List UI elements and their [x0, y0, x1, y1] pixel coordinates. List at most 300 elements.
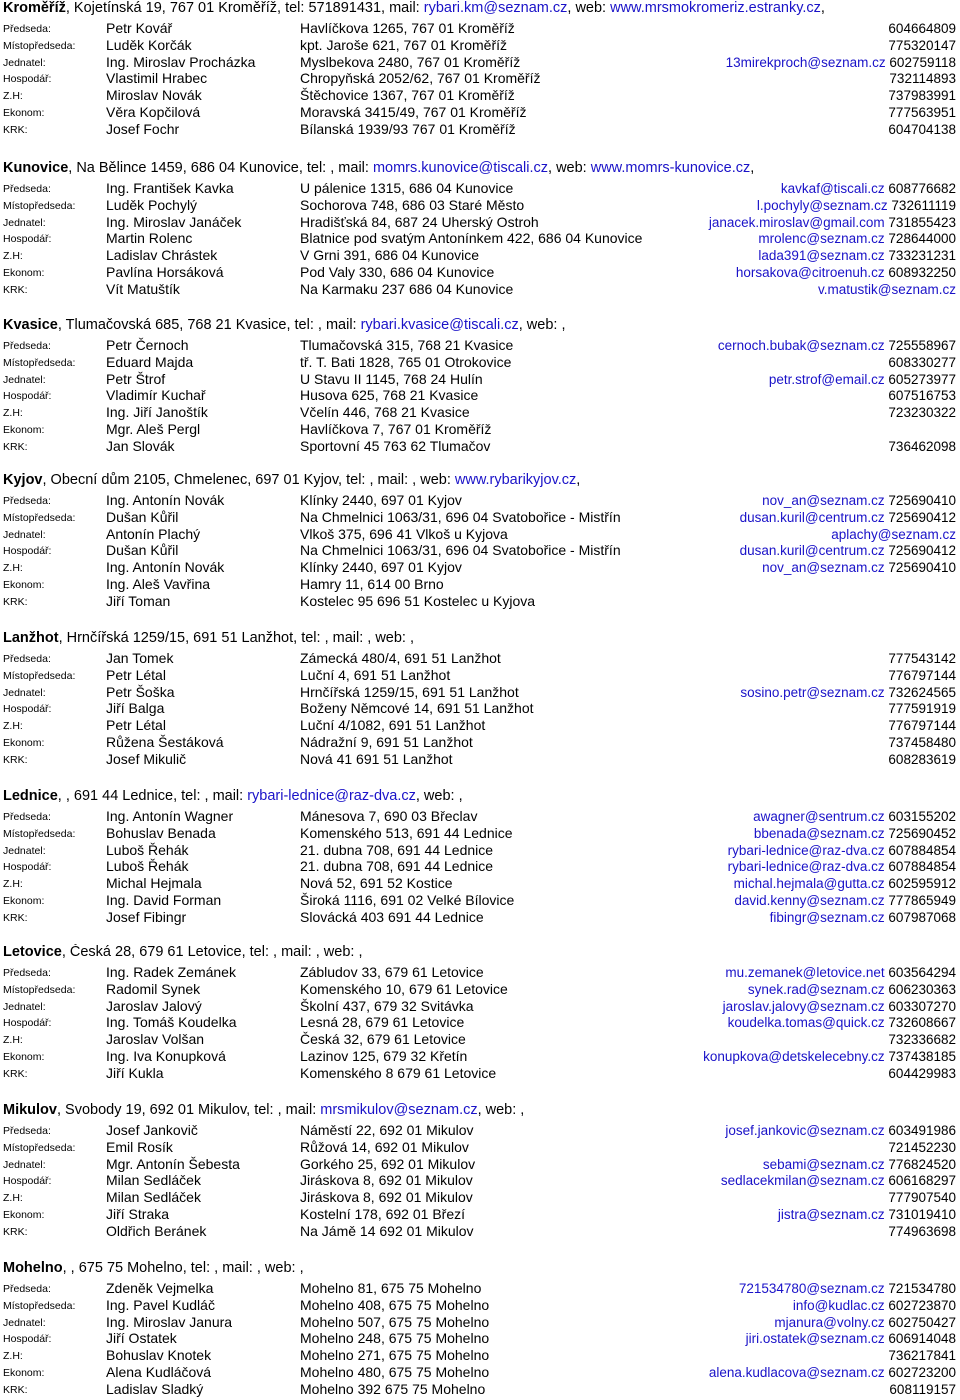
member-role: KRK: — [3, 123, 28, 136]
member-name: Petr Kovář — [106, 20, 173, 36]
member-contact — [734, 892, 956, 909]
member-email-link[interactable]: koudelka.tomas@quick.cz — [727, 1015, 885, 1031]
member-email-link[interactable]: 721534780@seznam.cz — [738, 1281, 885, 1296]
member-role: Ekonom: — [3, 579, 45, 591]
member-row — [0, 981, 960, 998]
member-email-link[interactable]: nov_an@seznam.cz — [762, 493, 885, 508]
member-name: Luboš Řehák — [106, 858, 189, 875]
member-contact — [762, 492, 956, 509]
member-role: Místopředseda: — [3, 827, 76, 840]
member-address: Na Jámě 14 692 01 Mikulov — [300, 1222, 474, 1239]
member-name: Ing. Antonín Novák — [106, 492, 225, 508]
member-phone: 736217841 — [888, 1348, 956, 1364]
member-role: Z.H: — [3, 1350, 23, 1363]
member-address: Mohelno 81, 675 75 Mohelno — [300, 1280, 482, 1296]
member-address: Myslbekova 2480, 767 01 Kroměříž — [300, 53, 521, 70]
member-contact — [888, 650, 956, 667]
member-role: Místopředseda: — [3, 199, 76, 212]
member-address: Bílanská 1939/93 767 01 Kroměříž — [300, 120, 516, 137]
club-web-link[interactable]: www.momrs-kunovice.cz — [590, 160, 751, 176]
member-name: Ing. David Forman — [106, 892, 222, 908]
member-name: Vít Matuštík — [106, 280, 180, 297]
member-name: Petr Šoška — [106, 683, 175, 700]
member-address: Slovácká 403 691 44 Lednice — [300, 908, 484, 925]
member-phone: 733231231 — [888, 248, 956, 264]
member-role: Ekonom: — [3, 1051, 45, 1063]
member-phone: 725690412 — [888, 543, 956, 559]
member-phone: 721534780 — [888, 1281, 956, 1296]
member-phone: 603307270 — [888, 998, 956, 1014]
member-row — [0, 197, 960, 214]
member-phone: 777543142 — [888, 651, 956, 666]
member-name: Jiří Toman — [106, 592, 171, 609]
club-address: , Obecní dům 2105, Chmelenec, 697 01 Kyjov, tel: , mail: , web: — [42, 472, 455, 488]
member-email-link[interactable]: awagner@sentrum.cz — [753, 809, 885, 824]
member-role: Jednatel: — [3, 56, 46, 69]
club-mail-link[interactable]: rybari.kvasice@tiscali.cz — [360, 317, 519, 333]
club-name: Mohelno — [3, 1260, 63, 1276]
club-address: , Česká 28, 679 61 Letovice, tel: , mail: , web: , — [61, 944, 363, 960]
member-phone: 776797144 — [888, 667, 956, 683]
member-role: Jednatel: — [3, 1158, 46, 1171]
member-name: Josef Mikulič — [106, 750, 187, 767]
member-row — [0, 438, 960, 455]
member-role: Místopředseda: — [3, 356, 76, 369]
member-contact — [888, 1139, 956, 1156]
member-role: Z.H: — [3, 90, 23, 103]
member-role: Hospodář: — [3, 1333, 52, 1346]
member-name: Alena Kudláčová — [106, 1364, 212, 1380]
member-name: Jiří Straka — [106, 1206, 170, 1222]
member-phone: 777907540 — [888, 1190, 956, 1206]
club-address: , , 691 44 Lednice, tel: , mail: — [57, 788, 248, 804]
member-role: Předseda: — [3, 1125, 51, 1137]
member-address: U pálenice 1315, 686 04 Kunovice — [300, 180, 514, 196]
member-phone: 731855423 — [888, 214, 956, 230]
member-contact — [703, 1048, 956, 1065]
member-email-link[interactable]: sebami@seznam.cz — [762, 1156, 885, 1172]
member-role: KRK: — [3, 440, 28, 453]
member-contact — [753, 808, 956, 825]
member-email-link[interactable]: aplachy@seznam.cz — [831, 526, 956, 542]
section-header — [3, 630, 958, 646]
member-row — [0, 825, 960, 842]
member-role: KRK: — [3, 1383, 28, 1396]
member-row — [0, 1048, 960, 1065]
member-row — [0, 371, 960, 388]
member-contact — [888, 1347, 956, 1364]
member-phone: 776797144 — [888, 718, 956, 734]
member-contact — [888, 667, 956, 684]
member-address: Klínky 2440, 697 01 Kyjov — [300, 492, 462, 508]
member-email-link[interactable]: rybari-lednice@raz-dva.cz — [727, 859, 885, 875]
member-address: Jiráskova 8, 692 01 Mikulov — [300, 1172, 473, 1189]
member-email-link[interactable]: nov_an@seznam.cz — [762, 560, 885, 576]
club-web-label: , web: , — [415, 788, 463, 804]
club-web-link[interactable]: www.rybarikyjov.cz — [454, 472, 577, 488]
member-role: Předseda: — [3, 967, 51, 979]
member-role: KRK: — [3, 1225, 28, 1238]
member-role: Ekonom: — [3, 1367, 45, 1379]
member-name: Josef Jankovič — [106, 1122, 198, 1138]
member-row — [0, 1139, 960, 1156]
member-contact — [709, 1364, 956, 1381]
member-row — [0, 1206, 960, 1223]
member-name: Ing. Aleš Vavřina — [106, 576, 211, 592]
member-role: Jednatel: — [3, 1316, 46, 1329]
member-role: KRK: — [3, 1067, 28, 1080]
member-email-link[interactable]: lada391@seznam.cz — [758, 248, 885, 264]
member-email-link[interactable]: 13mirekproch@seznam.cz — [725, 54, 886, 70]
member-role: Místopředseda: — [3, 39, 76, 52]
member-name: Antonín Plachý — [106, 525, 201, 542]
club-mail-link[interactable]: mrsmikulov@seznam.cz — [320, 1102, 478, 1118]
member-role: Místopředseda: — [3, 1141, 76, 1154]
member-email-link[interactable]: mrolenc@seznam.cz — [758, 231, 885, 247]
club-header-tail: , — [750, 160, 755, 176]
member-role: Hospodář: — [3, 861, 52, 874]
member-row — [0, 751, 960, 768]
member-email-link[interactable]: dusan.kuril@centrum.cz — [739, 509, 885, 525]
member-phone: 776824520 — [888, 1156, 956, 1172]
member-address: 21. dubna 708, 691 44 Lednice — [300, 841, 494, 858]
member-role: Předseda: — [3, 183, 51, 195]
member-address: Jiráskova 8, 692 01 Mikulov — [300, 1189, 473, 1206]
member-email-link[interactable]: l.pochyly@seznam.cz — [756, 197, 888, 213]
member-phone: 725690410 — [888, 560, 956, 576]
section-header — [3, 0, 958, 16]
member-phone: 736462098 — [888, 438, 956, 454]
member-name: Pavlína Horsáková — [106, 264, 224, 280]
member-row — [0, 54, 960, 71]
member-row — [0, 214, 960, 231]
member-name: Dušan Kůřil — [106, 508, 179, 525]
member-name: Luděk Pochylý — [106, 196, 198, 213]
member-contact — [709, 214, 956, 231]
member-role: Předseda: — [3, 340, 51, 352]
member-phone: 725690410 — [888, 493, 956, 508]
club-web-link[interactable]: www.mrsmokromeriz.estranky.cz — [610, 0, 821, 16]
member-name: Dušan Kůřil — [106, 542, 179, 559]
club-mail-link[interactable]: rybari-lednice@raz-dva.cz — [247, 788, 416, 804]
member-phone: 603155202 — [888, 809, 956, 824]
member-contact — [888, 1065, 956, 1082]
member-email-link[interactable]: horsakova@citroenuh.cz — [735, 265, 885, 280]
member-email-link[interactable]: sedlacekmilan@seznam.cz — [720, 1173, 885, 1189]
member-address: Široká 1116, 691 02 Velké Bílovice — [300, 892, 515, 908]
member-contact — [746, 1330, 956, 1347]
member-address: Včelín 446, 768 21 Kvasice — [300, 404, 470, 421]
member-role: Hospodář: — [3, 545, 52, 558]
member-name: Josef Fibingr — [106, 908, 187, 925]
member-address: Nová 52, 691 52 Kostice — [300, 875, 453, 892]
member-contact — [758, 230, 956, 247]
member-email-link[interactable]: jiri.ostatek@seznam.cz — [745, 1331, 885, 1347]
member-name: Jiří Balga — [106, 700, 165, 717]
member-email-link[interactable]: dusan.kuril@centrum.cz — [739, 543, 885, 559]
member-email-link[interactable]: josef.jankovic@seznam.cz — [725, 1123, 885, 1138]
member-phone: 608119157 — [889, 1381, 956, 1397]
member-email-link[interactable]: jaroslav.jalovy@seznam.cz — [722, 998, 885, 1014]
member-email-link[interactable]: alena.kudlacova@seznam.cz — [708, 1365, 885, 1380]
member-contact — [888, 1031, 956, 1048]
member-address: Sportovní 45 763 62 Tlumačov — [300, 437, 491, 454]
member-address: Hradišťská 84, 687 24 Uherský Ostroh — [300, 213, 539, 230]
club-name: Mikulov — [3, 1102, 57, 1118]
member-email-link[interactable]: konupkova@detskelecebny.cz — [703, 1049, 885, 1064]
member-email-link[interactable]: synek.rad@seznam.cz — [747, 981, 885, 997]
member-contact — [725, 1122, 956, 1139]
member-role: Z.H: — [3, 1192, 23, 1205]
member-row — [0, 717, 960, 734]
member-role: Předseda: — [3, 811, 51, 823]
member-address: Gorkého 25, 692 01 Mikulov — [300, 1155, 476, 1172]
member-address: U Stavu II 1145, 768 24 Hulín — [300, 370, 483, 387]
member-address: Nádražní 9, 691 51 Lanžhot — [300, 734, 473, 750]
member-phone: 602595912 — [888, 876, 956, 892]
member-row — [0, 281, 960, 298]
member-name: Martin Rolenc — [106, 230, 193, 247]
member-contact — [758, 247, 956, 264]
member-role: Místopředseda: — [3, 511, 76, 524]
member-contact — [754, 825, 956, 842]
member-role: Jednatel: — [3, 1000, 46, 1013]
member-role: Místopředseda: — [3, 983, 76, 996]
member-contact — [721, 1172, 956, 1189]
member-address: Hamry 11, 614 00 Brno — [300, 576, 444, 592]
member-role: Hospodář: — [3, 233, 52, 246]
member-name: Luboš Řehák — [106, 841, 189, 858]
member-contact — [723, 998, 956, 1015]
member-address: Mohelno 507, 675 75 Mohelno — [300, 1313, 490, 1330]
member-row — [0, 667, 960, 684]
member-address: Lazinov 125, 679 32 Křetín — [300, 1048, 468, 1064]
member-email-link[interactable]: petr.strof@email.cz — [768, 371, 885, 387]
member-role: Předseda: — [3, 23, 51, 35]
member-name: Michal Hejmala — [106, 875, 202, 892]
member-contact — [889, 70, 956, 87]
member-phone: 732336682 — [888, 1032, 956, 1048]
member-phone: 602723200 — [888, 1365, 956, 1380]
member-phone: 777865949 — [888, 893, 956, 908]
member-address: Zámecká 480/4, 691 51 Lanžhot — [300, 650, 501, 666]
club-address: , Kojetínská 19, 767 01 Kroměříž, tel: 571891431, mail: — [65, 0, 424, 16]
club-header-tail: , — [576, 472, 581, 488]
member-role: Hospodář: — [3, 73, 52, 86]
member-email-link[interactable]: fibingr@seznam.cz — [769, 909, 885, 925]
member-email-link[interactable]: david.kenny@seznam.cz — [734, 893, 885, 908]
club-name: Kunovice — [3, 160, 69, 176]
member-contact — [763, 1156, 956, 1173]
member-row — [0, 684, 960, 701]
member-row — [0, 37, 960, 54]
member-phone: 721452230 — [888, 1139, 956, 1155]
member-email-link[interactable]: bbenada@seznam.cz — [753, 825, 885, 841]
member-address: Pod Valy 330, 686 04 Kunovice — [300, 264, 495, 280]
member-role: KRK: — [3, 283, 28, 296]
member-row — [0, 1156, 960, 1173]
club-address: , Tlumačovská 685, 768 21 Kvasice, tel: , mail: — [57, 317, 361, 333]
member-contact — [888, 751, 956, 768]
member-contact — [888, 387, 956, 404]
member-name: Zdeněk Vejmelka — [106, 1280, 214, 1296]
member-email-link[interactable]: cernoch.bubak@seznam.cz — [717, 338, 885, 353]
member-email-link[interactable]: mu.zemanek@letovice.net — [725, 965, 885, 980]
member-name: Ing. Jiří Janoštík — [106, 404, 208, 421]
member-address: Chropyňská 2052/62, 767 01 Kroměříž — [300, 70, 541, 87]
member-row — [0, 1347, 960, 1364]
member-row — [0, 1223, 960, 1240]
member-address: Lesná 28, 679 61 Letovice — [300, 1014, 465, 1031]
member-contact — [888, 1223, 956, 1240]
member-email-link[interactable]: jistra@seznam.cz — [777, 1207, 885, 1222]
member-address: Boženy Němcové 14, 691 51 Lanžhot — [300, 700, 534, 717]
club-name: Lednice — [3, 788, 58, 804]
section-header — [3, 788, 958, 804]
club-name: Letovice — [3, 944, 62, 960]
section-header — [3, 472, 958, 488]
member-address: Nová 41 691 51 Lanžhot — [300, 750, 453, 767]
member-name: Ing. Miroslav Janáček — [106, 213, 242, 230]
member-address: V Grni 391, 686 04 Kunovice — [300, 247, 480, 264]
member-contact — [888, 87, 956, 104]
member-role: Ekonom: — [3, 267, 45, 279]
section-header — [3, 1260, 958, 1276]
club-name: Kyjov — [3, 472, 43, 488]
member-address: 21. dubna 708, 691 44 Lednice — [300, 858, 494, 875]
member-role: Ekonom: — [3, 1209, 45, 1221]
member-email-link[interactable]: kavkaf@tiscali.cz — [780, 181, 885, 196]
member-address: Komenského 8 679 61 Letovice — [300, 1064, 497, 1081]
member-role: Předseda: — [3, 495, 51, 507]
member-address: Tlumačovská 315, 768 21 Kvasice — [300, 337, 514, 353]
member-address: Blatnice pod svatým Antonínkem 422, 686 04 Kunovice — [300, 230, 643, 247]
member-row — [0, 492, 960, 509]
member-email-link[interactable]: rybari-lednice@raz-dva.cz — [727, 842, 885, 858]
section-header — [3, 160, 958, 176]
member-email-link[interactable]: info@kudlac.cz — [792, 1297, 885, 1313]
member-name: Jaroslav Volšan — [106, 1031, 205, 1048]
member-row — [0, 842, 960, 859]
member-row — [0, 593, 960, 610]
member-address: Kostelec 95 696 51 Kostelec u Kyjova — [300, 592, 536, 609]
club-header-tail: , — [820, 0, 825, 16]
member-role: Z.H: — [3, 562, 23, 575]
member-role: Hospodář: — [3, 1017, 52, 1030]
member-role: Jednatel: — [3, 686, 46, 699]
member-contact — [888, 37, 956, 54]
member-phone: 606168297 — [888, 1173, 956, 1189]
member-contact — [831, 526, 956, 543]
member-row — [0, 964, 960, 981]
member-address: Na Karmaku 237 686 04 Kunovice — [300, 280, 514, 297]
member-address: Mánesova 7, 690 03 Břeclav — [300, 808, 478, 824]
member-role: Hospodář: — [3, 703, 52, 716]
member-row — [0, 1280, 960, 1297]
member-address: Hrnčířská 1259/15, 691 51 Lanžhot — [300, 683, 519, 700]
member-name: Jiří Kukla — [106, 1064, 164, 1081]
section-header — [3, 1102, 958, 1118]
member-phone: 605273977 — [888, 371, 956, 387]
member-phone: 607516753 — [888, 388, 956, 404]
member-phone: 732114893 — [889, 71, 956, 87]
member-name: Bohuslav Benada — [106, 824, 216, 841]
member-phone: 777563951 — [888, 105, 956, 120]
member-row — [0, 1314, 960, 1331]
member-contact — [728, 858, 956, 875]
member-row — [0, 1031, 960, 1048]
member-name: Josef Fochr — [106, 120, 180, 137]
member-contact — [734, 875, 956, 892]
member-contact — [728, 842, 956, 859]
member-contact — [888, 700, 956, 717]
member-address: Na Chmelnici 1063/31, 696 04 Svatobořice - Mistřín — [300, 542, 621, 559]
member-address: tř. T. Bati 1828, 765 01 Otrokovice — [300, 353, 512, 370]
member-row — [0, 180, 960, 197]
member-row — [0, 121, 960, 138]
club-mail-link[interactable]: rybari.km@seznam.cz — [423, 0, 568, 16]
member-phone: 607884854 — [888, 859, 956, 875]
member-address: Náměstí 22, 692 01 Mikulov — [300, 1122, 474, 1138]
member-phone: 602759118 — [889, 54, 956, 70]
member-row — [0, 576, 960, 593]
member-email-link[interactable]: v.matustik@seznam.cz — [818, 281, 956, 297]
member-contact — [725, 964, 956, 981]
member-email-link[interactable]: michal.hejmala@gutta.cz — [733, 876, 885, 892]
member-name: Petr Létal — [106, 666, 166, 683]
member-name: Ing. Antonín Wagner — [106, 808, 234, 824]
member-name: Eduard Majda — [106, 353, 194, 370]
member-phone: 777591919 — [888, 701, 956, 717]
member-name: Ing. Tomáš Koudelka — [106, 1014, 237, 1031]
club-mail-link[interactable]: momrs.kunovice@tiscali.cz — [372, 160, 549, 176]
member-role: Jednatel: — [3, 844, 46, 857]
member-phone: 606914048 — [888, 1331, 956, 1347]
member-contact — [739, 1280, 956, 1297]
member-contact — [888, 354, 956, 371]
member-contact — [770, 909, 956, 926]
member-row — [0, 1364, 960, 1381]
member-contact — [726, 54, 956, 71]
member-name: Radomil Synek — [106, 980, 201, 997]
member-contact — [818, 281, 956, 298]
member-role: Místopředseda: — [3, 669, 76, 682]
member-address: Husova 625, 768 21 Kvasice — [300, 387, 479, 404]
member-row — [0, 1330, 960, 1347]
member-email-link[interactable]: mjanura@volny.cz — [774, 1314, 885, 1330]
member-phone: 723230322 — [888, 405, 956, 421]
member-email-link[interactable]: janacek.miroslav@gmail.com — [708, 214, 885, 230]
member-role: Z.H: — [3, 407, 23, 420]
member-row — [0, 264, 960, 281]
member-role: Jednatel: — [3, 373, 46, 386]
member-row — [0, 526, 960, 543]
member-row — [0, 20, 960, 37]
member-name: Miroslav Novák — [106, 87, 202, 104]
member-email-link[interactable]: sosino.petr@seznam.cz — [740, 684, 885, 700]
member-phone: 604664809 — [888, 21, 956, 36]
member-phone: 604429983 — [888, 1065, 956, 1081]
member-row — [0, 104, 960, 121]
member-name: Ing. Radek Zemánek — [106, 964, 236, 980]
member-contact — [740, 684, 956, 701]
member-row — [0, 875, 960, 892]
member-role: Předseda: — [3, 1283, 51, 1295]
member-name: Mgr. Antonín Šebesta — [106, 1155, 240, 1172]
member-address: kpt. Jaroše 621, 767 01 Kroměříž — [300, 36, 507, 53]
member-role: Ekonom: — [3, 737, 45, 749]
member-row — [0, 87, 960, 104]
